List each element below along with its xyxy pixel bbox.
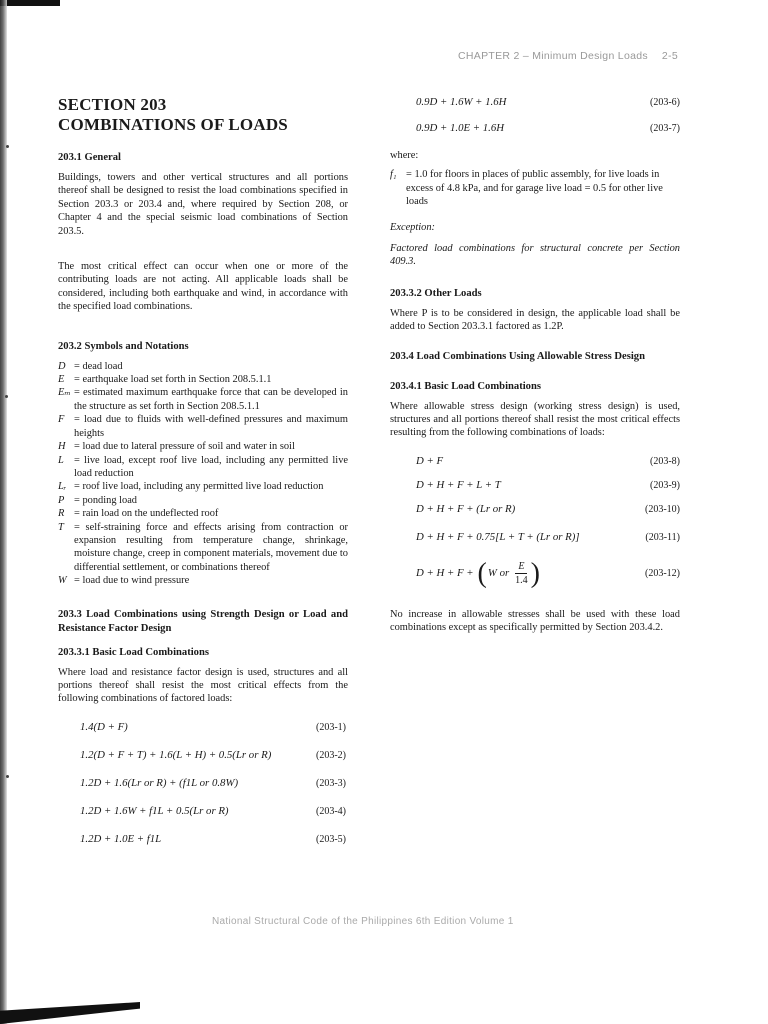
equation-expression: D + H + F + 0.75[L + T + (Lr or R)]	[416, 531, 580, 544]
f1-text: = 1.0 for floors in places of public assembly, for live loads in excess of 4.8 kPa, and for garage live load = 0.5 for other live loads	[406, 169, 663, 208]
section-number: SECTION 203	[58, 95, 167, 114]
equation-expression: D + F	[416, 455, 444, 468]
notation-symbol: E	[58, 374, 65, 386]
equation-203-8	[390, 454, 680, 470]
left-column	[58, 95, 348, 860]
equation-expression: 1.2D + 1.6(Lr or R) + (f1L or 0.8W)	[80, 777, 239, 790]
scan-edge-top	[0, 0, 60, 6]
equation-expression: 1.2D + 1.0E + f1L	[80, 833, 162, 846]
notation-symbol: D	[58, 360, 66, 372]
equation-expression: 0.9D + 1.0E + 1.6H	[416, 122, 505, 135]
equation-203-4	[58, 804, 348, 820]
heading-203-3-1: 203.3.1 Basic Load Combinations	[58, 646, 209, 658]
close-paren: )	[530, 558, 540, 590]
notation-symbol: R	[58, 508, 65, 520]
heading-203-3: 203.3 Load Combinations using Strength Design or Load and Resistance Factor Design	[58, 608, 348, 634]
paragraph-203-1-a: Buildings, towers and other vertical structures and all portions thereof shall be designed to resist the load combinations specified in Section 203.3 or 203.4 and, where required by Section 208, or Chapter 4 and the special seismic load combinations of Section 203.5.	[58, 172, 348, 237]
running-header	[458, 50, 678, 62]
equation-number: (203-4)	[316, 806, 346, 818]
heading-203-4: 203.4 Load Combinations Using Allowable Stress Design	[390, 350, 645, 362]
notation-list	[58, 360, 348, 588]
notation-text: = rain load on the undeflected roof	[74, 508, 219, 520]
equation-number: (203-9)	[650, 480, 680, 492]
notation-symbol: T	[58, 521, 64, 533]
notation-item	[58, 454, 348, 481]
notation-item	[58, 574, 348, 587]
where-label: where:	[390, 150, 419, 161]
equation-203-2	[58, 748, 348, 764]
notation-symbol: H	[58, 441, 66, 453]
equation-number: (203-12)	[645, 568, 680, 580]
equation-203-11	[390, 530, 680, 546]
equation-number: (203-6)	[650, 97, 680, 109]
notation-item	[58, 480, 348, 493]
heading-203-1: 203.1 General	[58, 152, 121, 163]
notation-text: = earthquake load set forth in Section 208.5.1.1	[74, 374, 272, 386]
notation-text: = load due to lateral pressure of soil and water in soil	[74, 441, 295, 453]
chapter-title: CHAPTER 2 – Minimum Design Loads	[458, 50, 648, 62]
notation-text: = ponding load	[74, 494, 138, 506]
notation-item	[58, 440, 348, 453]
equation-expression: 1.2(D + F + T) + 1.6(L + H) + 0.5(Lr or R)	[80, 749, 272, 762]
exception-label: Exception:	[390, 221, 436, 233]
fraction-denominator: 1.4	[515, 575, 528, 587]
notation-symbol: L	[58, 454, 64, 466]
equation-number: (203-2)	[316, 750, 346, 762]
notation-text: = load due to wind pressure	[74, 575, 190, 587]
equation-number: (203-1)	[316, 722, 346, 734]
notation-symbol: W	[58, 575, 67, 587]
fraction	[515, 560, 528, 588]
heading-203-2: 203.2 Symbols and Notations	[58, 340, 189, 352]
notation-text: = live load, except roof live load, including any permitted live load reduction	[74, 454, 348, 479]
notation-item	[58, 386, 348, 413]
paragraph-203-4-1: Where allowable stress design (working stress design) is used, structures and all portions thereof shall resist the most critical effects resulting from the following combinations of loads:	[390, 400, 680, 439]
equation-expression	[416, 560, 540, 588]
equation-203-5	[58, 832, 348, 848]
scan-speck	[5, 395, 8, 398]
notation-item	[58, 494, 348, 507]
notation-item	[58, 373, 348, 386]
open-paren: (	[477, 558, 487, 590]
notation-text: = roof live load, including any permitted live load reduction	[74, 481, 324, 493]
equation-expression: 1.2D + 1.6W + f1L + 0.5(Lr or R)	[80, 805, 229, 818]
heading-203-3-2: 203.3.2 Other Loads	[390, 287, 482, 299]
equation-expression: 1.4(D + F)	[80, 721, 128, 734]
notation-item	[58, 360, 348, 373]
page-number: 2-5	[661, 50, 678, 62]
notation-symbol: F	[58, 414, 65, 426]
equation-number: (203-3)	[316, 778, 346, 790]
equation-number: (203-7)	[650, 123, 680, 135]
scan-edge-left	[0, 0, 7, 1024]
notation-text: = load due to fluids with well-defined pressures and maximum heights	[74, 414, 348, 439]
equation-203-7	[390, 121, 680, 137]
exception-text: Factored load combinations for structural concrete per Section 409.3.	[390, 243, 680, 268]
equation-expression: 0.9D + 1.6W + 1.6H	[416, 96, 507, 109]
equation-203-1	[58, 720, 348, 736]
scan-speck	[6, 775, 9, 778]
equation-203-10	[390, 502, 680, 518]
equation-203-12	[390, 554, 680, 594]
f1-symbol: f₁	[390, 169, 397, 181]
right-column	[390, 95, 680, 647]
equation-number: (203-10)	[645, 504, 680, 516]
equation-number: (203-8)	[650, 456, 680, 468]
notation-item	[58, 507, 348, 520]
notation-text: = self-straining force and effects arising from contraction or expansion resulting from temperature change, shrinkage, moisture change, creep in component materials, movement due to differential settlement, or combinations thereof	[74, 521, 348, 573]
section-title	[58, 95, 348, 135]
fraction-numerator: E	[515, 560, 527, 574]
notation-text: = dead load	[74, 360, 123, 372]
equation-w-or: W or	[487, 567, 510, 580]
page-footer: National Structural Code of the Philippines 6th Edition Volume 1	[212, 916, 514, 927]
notation-symbol: Lᵣ	[58, 481, 67, 493]
equation-203-6	[390, 95, 680, 111]
paragraph-203-4-1-note: No increase in allowable stresses shall be used with these load combinations except as specifically permitted by Section 203.4.2.	[390, 608, 680, 634]
equation-prefix: D + H + F +	[416, 567, 474, 580]
equation-203-9	[390, 478, 680, 494]
scan-edge-bottom	[0, 1002, 140, 1024]
notation-symbol: Eₘ	[58, 387, 71, 399]
paragraph-203-3-2: Where P is to be considered in design, the applicable load shall be added to Section 203.3.1 factored as 1.2P.	[390, 307, 680, 333]
paragraph-203-1-b: The most critical effect can occur when one or more of the contributing loads are not acting. All applicable loads shall be considered, including both earthquake and wind, in accordance with the specified load combinations.	[58, 261, 348, 313]
equation-number: (203-5)	[316, 834, 346, 846]
equation-expression: D + H + F + (Lr or R)	[416, 503, 516, 516]
f1-definition	[390, 168, 680, 208]
notation-symbol: P	[58, 494, 65, 506]
notation-item	[58, 521, 348, 575]
paragraph-203-3-1: Where load and resistance factor design is used, structures and all portions thereof shall resist the most critical effects from the following combinations of factored loads:	[58, 666, 348, 705]
section-name: COMBINATIONS OF LOADS	[58, 115, 288, 134]
notation-text: = estimated maximum earthquake force that can be developed in the structure as set forth in Section 208.5.1.1	[74, 387, 348, 412]
equation-203-3	[58, 776, 348, 792]
equation-number: (203-11)	[645, 532, 680, 544]
scan-speck	[6, 145, 9, 148]
equation-expression: D + H + F + L + T	[416, 479, 501, 492]
notation-item	[58, 413, 348, 440]
heading-203-4-1: 203.4.1 Basic Load Combinations	[390, 380, 541, 392]
